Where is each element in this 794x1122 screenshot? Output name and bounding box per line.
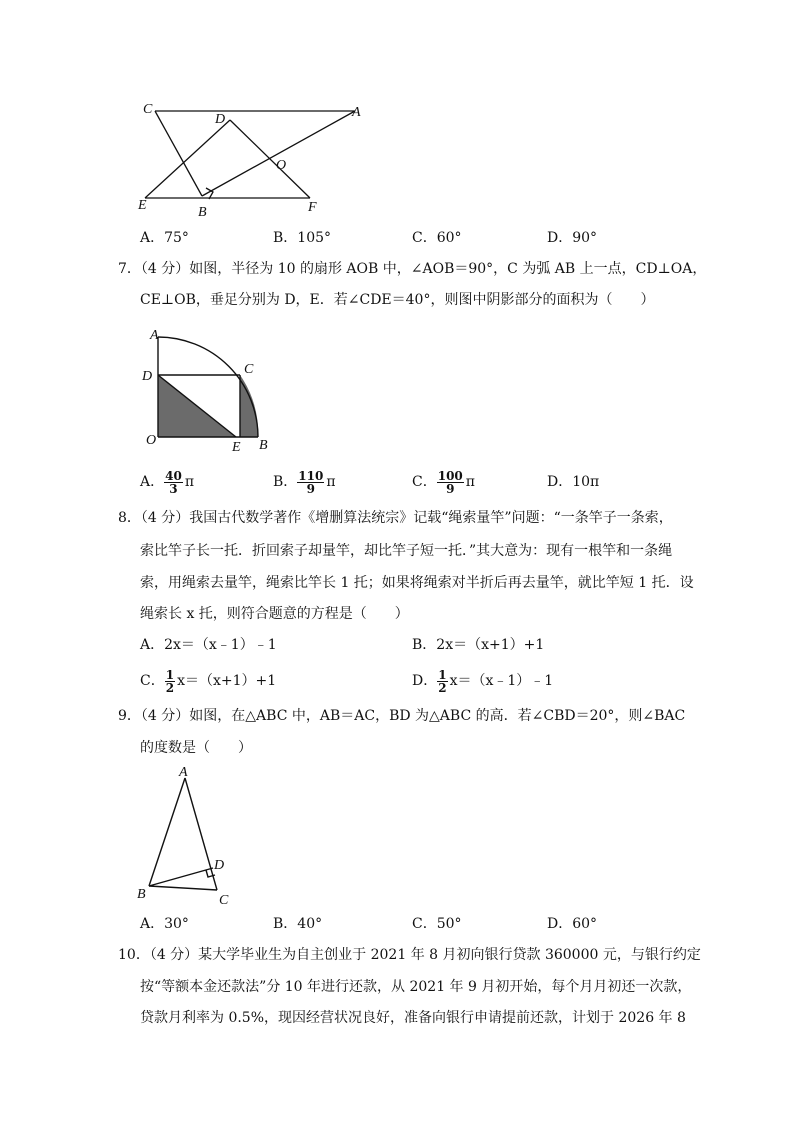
q8-stem-line-1: 8．（4 分）我国古代数学著作《增删算法统宗》记载“绳索量竿”问题：“一条竿子一条索， (118, 510, 673, 526)
segment-ac (185, 778, 217, 890)
label-d: D (214, 858, 225, 873)
label-c: C (143, 102, 153, 117)
q9-option-d[interactable]: D．60° (547, 916, 598, 932)
label-b: B (137, 887, 146, 902)
label-b: B (198, 205, 207, 220)
label-d: D (215, 112, 226, 127)
q6-option-d[interactable]: D．90° (547, 230, 598, 246)
label-e: E (138, 198, 147, 213)
q8-stem-line-3: 索，用绳索去量竿，绳索比竿长 1 托；如果将绳索对半折后再去量竿，就比竿短 1 托．设 (140, 575, 694, 591)
q7-option-d[interactable]: D．10π (547, 474, 600, 490)
label-o: O (276, 158, 287, 173)
label-f: F (308, 200, 317, 215)
fraction: $\frac{1}{2}$ (438, 667, 447, 695)
fraction: $\frac{110}{9}$ (298, 468, 324, 496)
q7-option-a[interactable]: A． $\frac{40}{3}$ π (140, 468, 195, 496)
q8-option-a[interactable]: A．2x＝（x﹣1）﹣1 (140, 637, 277, 653)
q8-stem-line-4: 绳索长 x 托，则符合题意的方程是（ ） (140, 606, 409, 622)
segment-df (230, 120, 310, 198)
label-a: A (179, 765, 188, 780)
q7-figure (140, 325, 280, 457)
q9-option-b[interactable]: B．40° (273, 916, 323, 932)
fraction: $\frac{40}{3}$ (165, 468, 182, 496)
q9-option-a[interactable]: A．30° (140, 916, 189, 932)
q6-option-b[interactable]: B．105° (273, 230, 332, 246)
fraction: $\frac{1}{2}$ (165, 667, 175, 695)
fraction: $\frac{100}{9}$ (437, 468, 463, 496)
segment-cb (155, 111, 202, 196)
q7-option-b[interactable]: B． $\frac{110}{9}$ π (273, 468, 336, 496)
label-a: A (352, 105, 361, 120)
q10-stem-line-1: 10．（4 分）某大学毕业生为自主创业于 2021 年 8 月初向银行贷款 360000 元，与银行约定 (118, 947, 701, 963)
q7-stem-line-1: 7．（4 分）如图，半径为 10 的扇形 AOB 中，∠AOB＝90°，C 为弧 AB 上一点，CD⊥OA， (118, 261, 707, 277)
q9-stem-line-2: 的度数是（ ） (140, 740, 252, 756)
segment-bc (149, 886, 217, 890)
label-c: C (219, 893, 229, 908)
label-d: D (142, 369, 153, 384)
q10-stem-line-2: 按“等额本金还款法”分 10 年进行还款，从 2021 年 9 月初开始，每个月月初还一次款， (140, 979, 692, 995)
q9-figure (135, 762, 245, 910)
label-b: B (259, 438, 268, 453)
segment-ed (145, 120, 230, 198)
q10-stem-line-3: 贷款月利率为 0.5%，现因经营状况良好，准备向银行申请提前还款，计划于 2026 年 8 (140, 1010, 686, 1026)
q7-option-c[interactable]: C． $\frac{100}{9}$ π (412, 468, 475, 496)
label-c: C (244, 362, 254, 377)
q8-stem-line-2: 索比竿子长一托．折回索子却量竿，却比竿子短一托．”其大意为：现有一根竿和一条绳 (140, 543, 673, 559)
q8-option-d[interactable]: D． $\frac{1}{2}$ x＝（x﹣1）﹣1 (412, 667, 554, 695)
q9-stem-line-1: 9．（4 分）如图，在△ABC 中，AB＝AC，BD 为△ABC 的高．若∠CBD＝20°，则∠BAC (118, 708, 686, 724)
q6-option-a[interactable]: A．75° (140, 230, 189, 246)
q6-option-c[interactable]: C．60° (412, 230, 462, 246)
segment-bd (149, 868, 213, 886)
q7-stem-line-2: CE⊥OB，垂足分别为 D，E．若∠CDE＝40°，则图中阴影部分的面积为（ ） (140, 292, 655, 308)
q8-option-c[interactable]: C． $\frac{1}{2}$ x＝（x+1）+1 (140, 667, 277, 695)
label-a: A (150, 328, 159, 343)
q9-option-c[interactable]: C．50° (412, 916, 462, 932)
label-o: O (146, 433, 157, 448)
q6-figure (130, 95, 370, 220)
segment-ab (149, 778, 185, 886)
q8-option-b[interactable]: B．2x＝（x+1）+1 (412, 637, 545, 653)
label-e: E (232, 440, 241, 455)
